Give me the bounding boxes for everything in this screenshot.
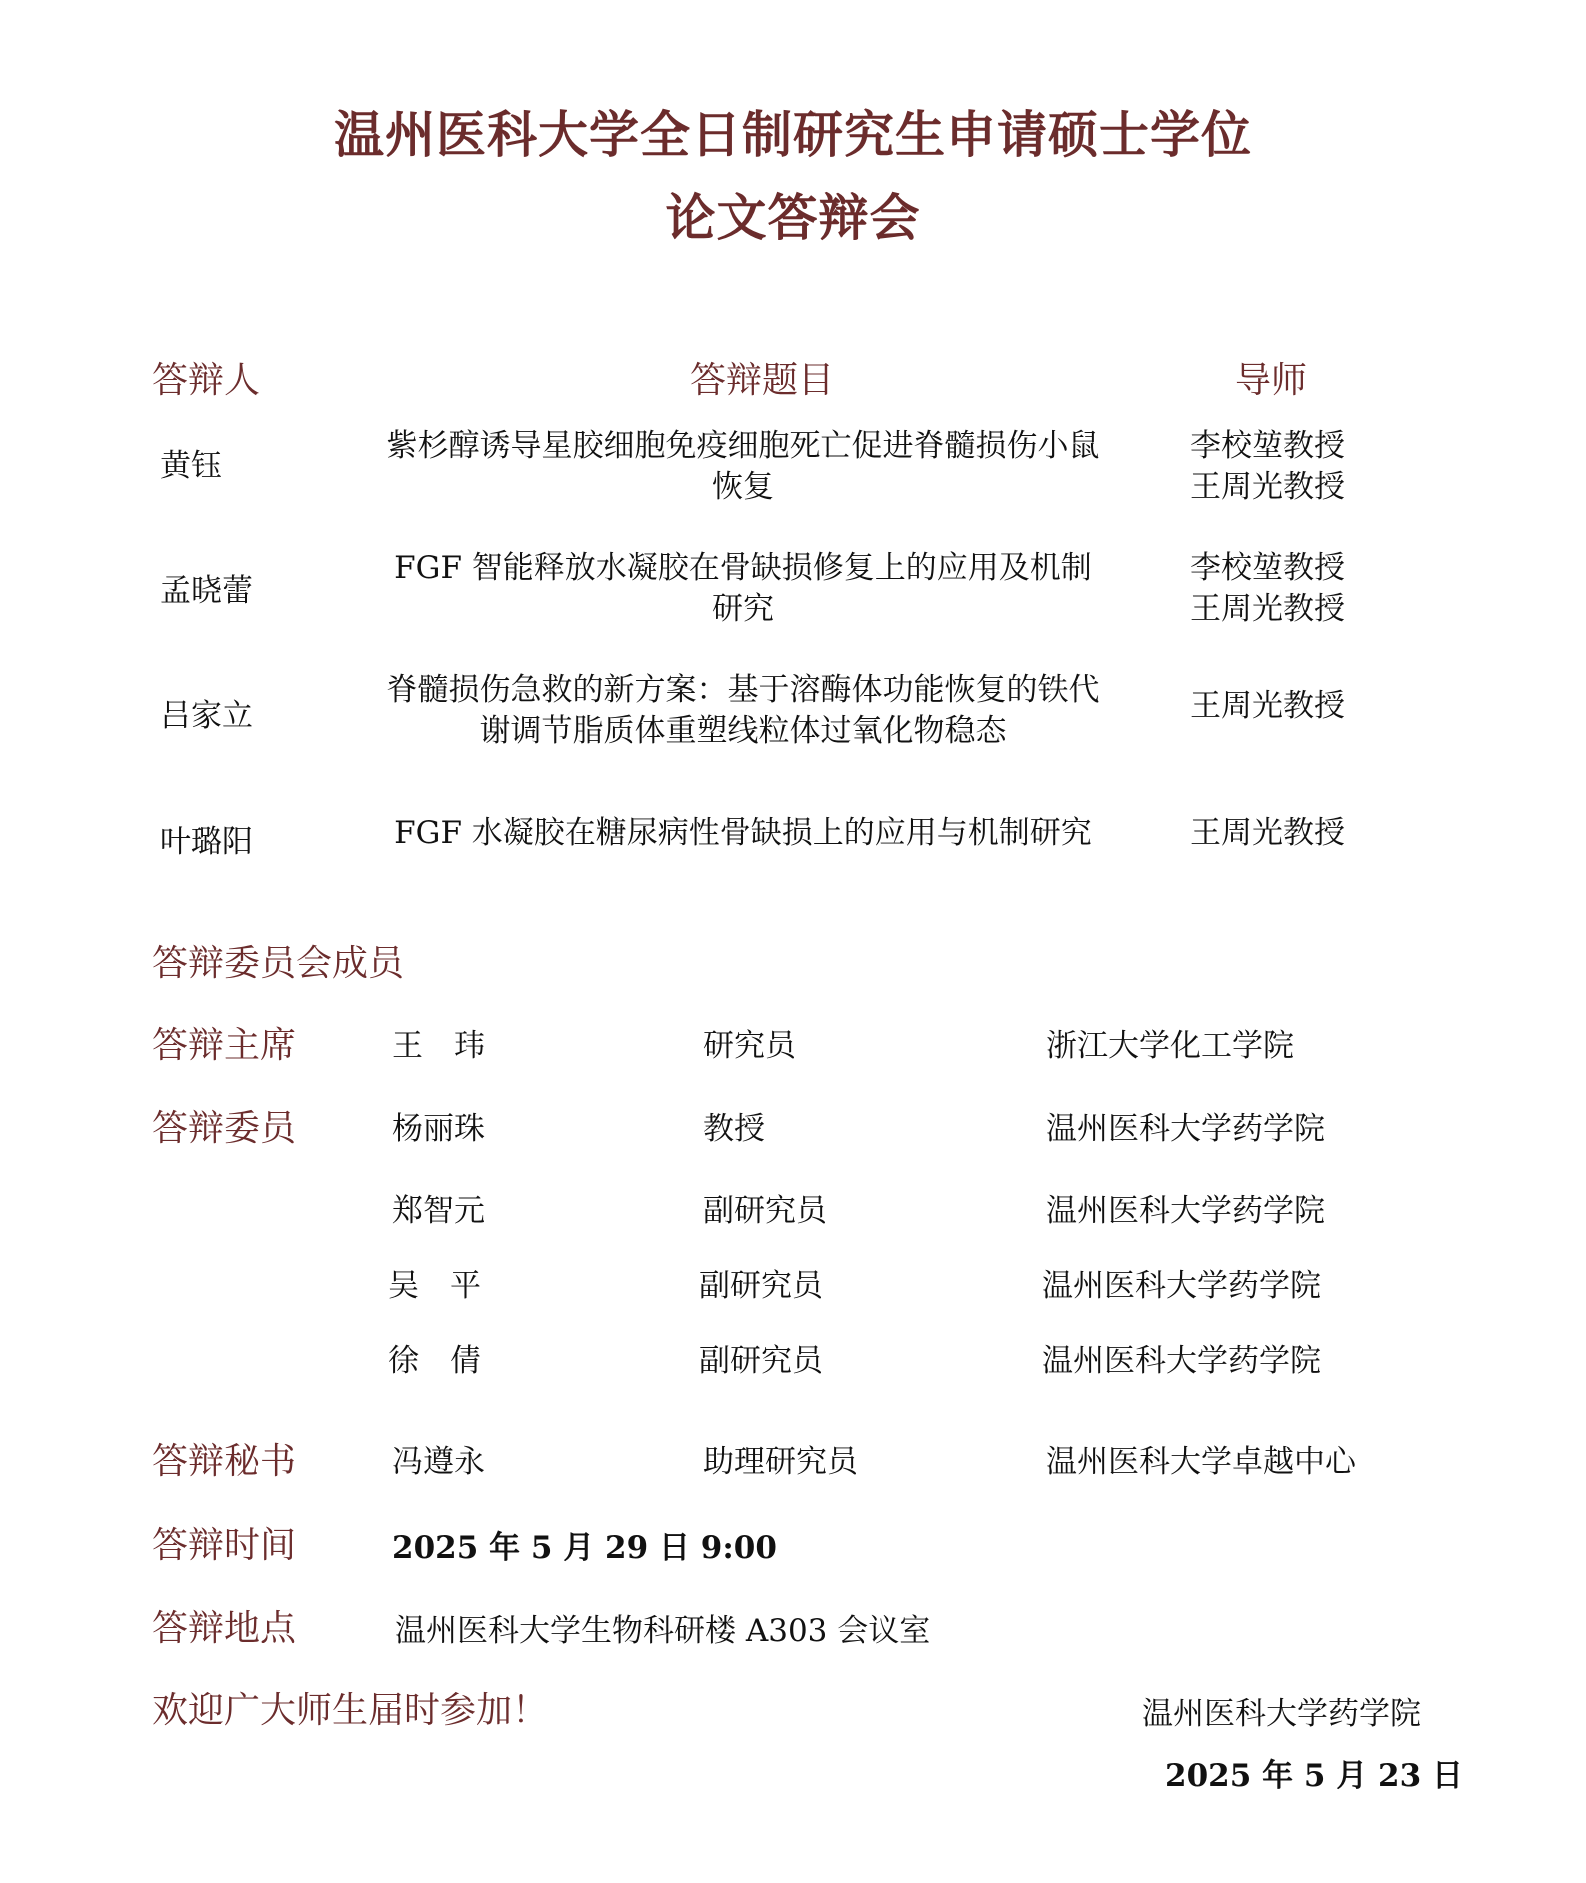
welcome-text: 欢迎广大师生届时参加！ bbox=[152, 1690, 549, 1731]
row3-advisor-1: 王周光教授 bbox=[1190, 688, 1345, 724]
member3-affiliation: 温州医科大学药学院 bbox=[1042, 1268, 1321, 1304]
row3-student: 吕家立 bbox=[160, 698, 253, 734]
header-advisor: 导师 bbox=[1235, 360, 1308, 401]
member3-name: 吴 平 bbox=[388, 1268, 481, 1304]
member1-name: 杨丽珠 bbox=[392, 1111, 485, 1147]
place-label: 答辩地点 bbox=[152, 1608, 297, 1649]
row4-advisor-1: 王周光教授 bbox=[1190, 815, 1345, 851]
row4-topic: FGF 水凝胶在糖尿病性骨缺损上的应用与机制研究 bbox=[394, 815, 1092, 851]
secretary-label: 答辩秘书 bbox=[152, 1441, 297, 1482]
row2-advisor-2: 王周光教授 bbox=[1190, 591, 1345, 627]
secretary-name: 冯遵永 bbox=[392, 1444, 485, 1480]
issuer-name: 温州医科大学药学院 bbox=[1142, 1696, 1421, 1732]
row2-advisor-1: 李校堃教授 bbox=[1190, 550, 1345, 586]
time-value: 2025 年 5 月 29 日 9:00 bbox=[392, 1530, 777, 1566]
member1-title: 教授 bbox=[703, 1111, 765, 1147]
secretary-title: 助理研究员 bbox=[703, 1444, 858, 1480]
chair-title: 研究员 bbox=[703, 1028, 796, 1064]
row1-advisor-2: 王周光教授 bbox=[1190, 469, 1345, 505]
row2-topic: FGF 智能释放水凝胶在骨缺损修复上的应用及机制研究 bbox=[394, 550, 1092, 627]
committee-heading: 答辩委员会成员 bbox=[152, 943, 405, 984]
chair-affiliation: 浙江大学化工学院 bbox=[1046, 1028, 1294, 1064]
header-topic: 答辩题目 bbox=[690, 360, 835, 401]
member4-name: 徐 倩 bbox=[388, 1343, 481, 1379]
place-value: 温州医科大学生物科研楼 A303 会议室 bbox=[395, 1613, 931, 1649]
row3-topic: 脊髓损伤急救的新方案：基于溶酶体功能恢复的铁代谢调节脂质体重塑线粒体过氧化物稳态 bbox=[386, 672, 1100, 749]
member3-title: 副研究员 bbox=[699, 1268, 823, 1304]
row1-student: 黄钰 bbox=[160, 448, 222, 484]
page-title-line1: 温州医科大学全日制研究生申请硕士学位 bbox=[334, 105, 1252, 164]
member2-title: 副研究员 bbox=[703, 1193, 827, 1229]
members-label: 答辩委员 bbox=[152, 1108, 297, 1149]
header-student: 答辩人 bbox=[152, 360, 261, 401]
time-label: 答辩时间 bbox=[152, 1525, 297, 1566]
row1-topic: 紫杉醇诱导星胶细胞免疫细胞死亡促进脊髓损伤小鼠恢复 bbox=[386, 428, 1100, 505]
member4-title: 副研究员 bbox=[699, 1343, 823, 1379]
member2-affiliation: 温州医科大学药学院 bbox=[1046, 1193, 1325, 1229]
secretary-affiliation: 温州医科大学卓越中心 bbox=[1046, 1444, 1356, 1480]
row4-student: 叶璐阳 bbox=[160, 824, 253, 860]
row2-student: 孟晓蕾 bbox=[160, 573, 253, 609]
chair-name: 王 玮 bbox=[392, 1028, 485, 1064]
member4-affiliation: 温州医科大学药学院 bbox=[1042, 1343, 1321, 1379]
member1-affiliation: 温州医科大学药学院 bbox=[1046, 1111, 1325, 1147]
page-title-line2: 论文答辩会 bbox=[665, 188, 921, 247]
issue-date: 2025 年 5 月 23 日 bbox=[1165, 1758, 1463, 1794]
row1-advisor-1: 李校堃教授 bbox=[1190, 428, 1345, 464]
chair-label: 答辩主席 bbox=[152, 1025, 297, 1066]
member2-name: 郑智元 bbox=[392, 1193, 485, 1229]
